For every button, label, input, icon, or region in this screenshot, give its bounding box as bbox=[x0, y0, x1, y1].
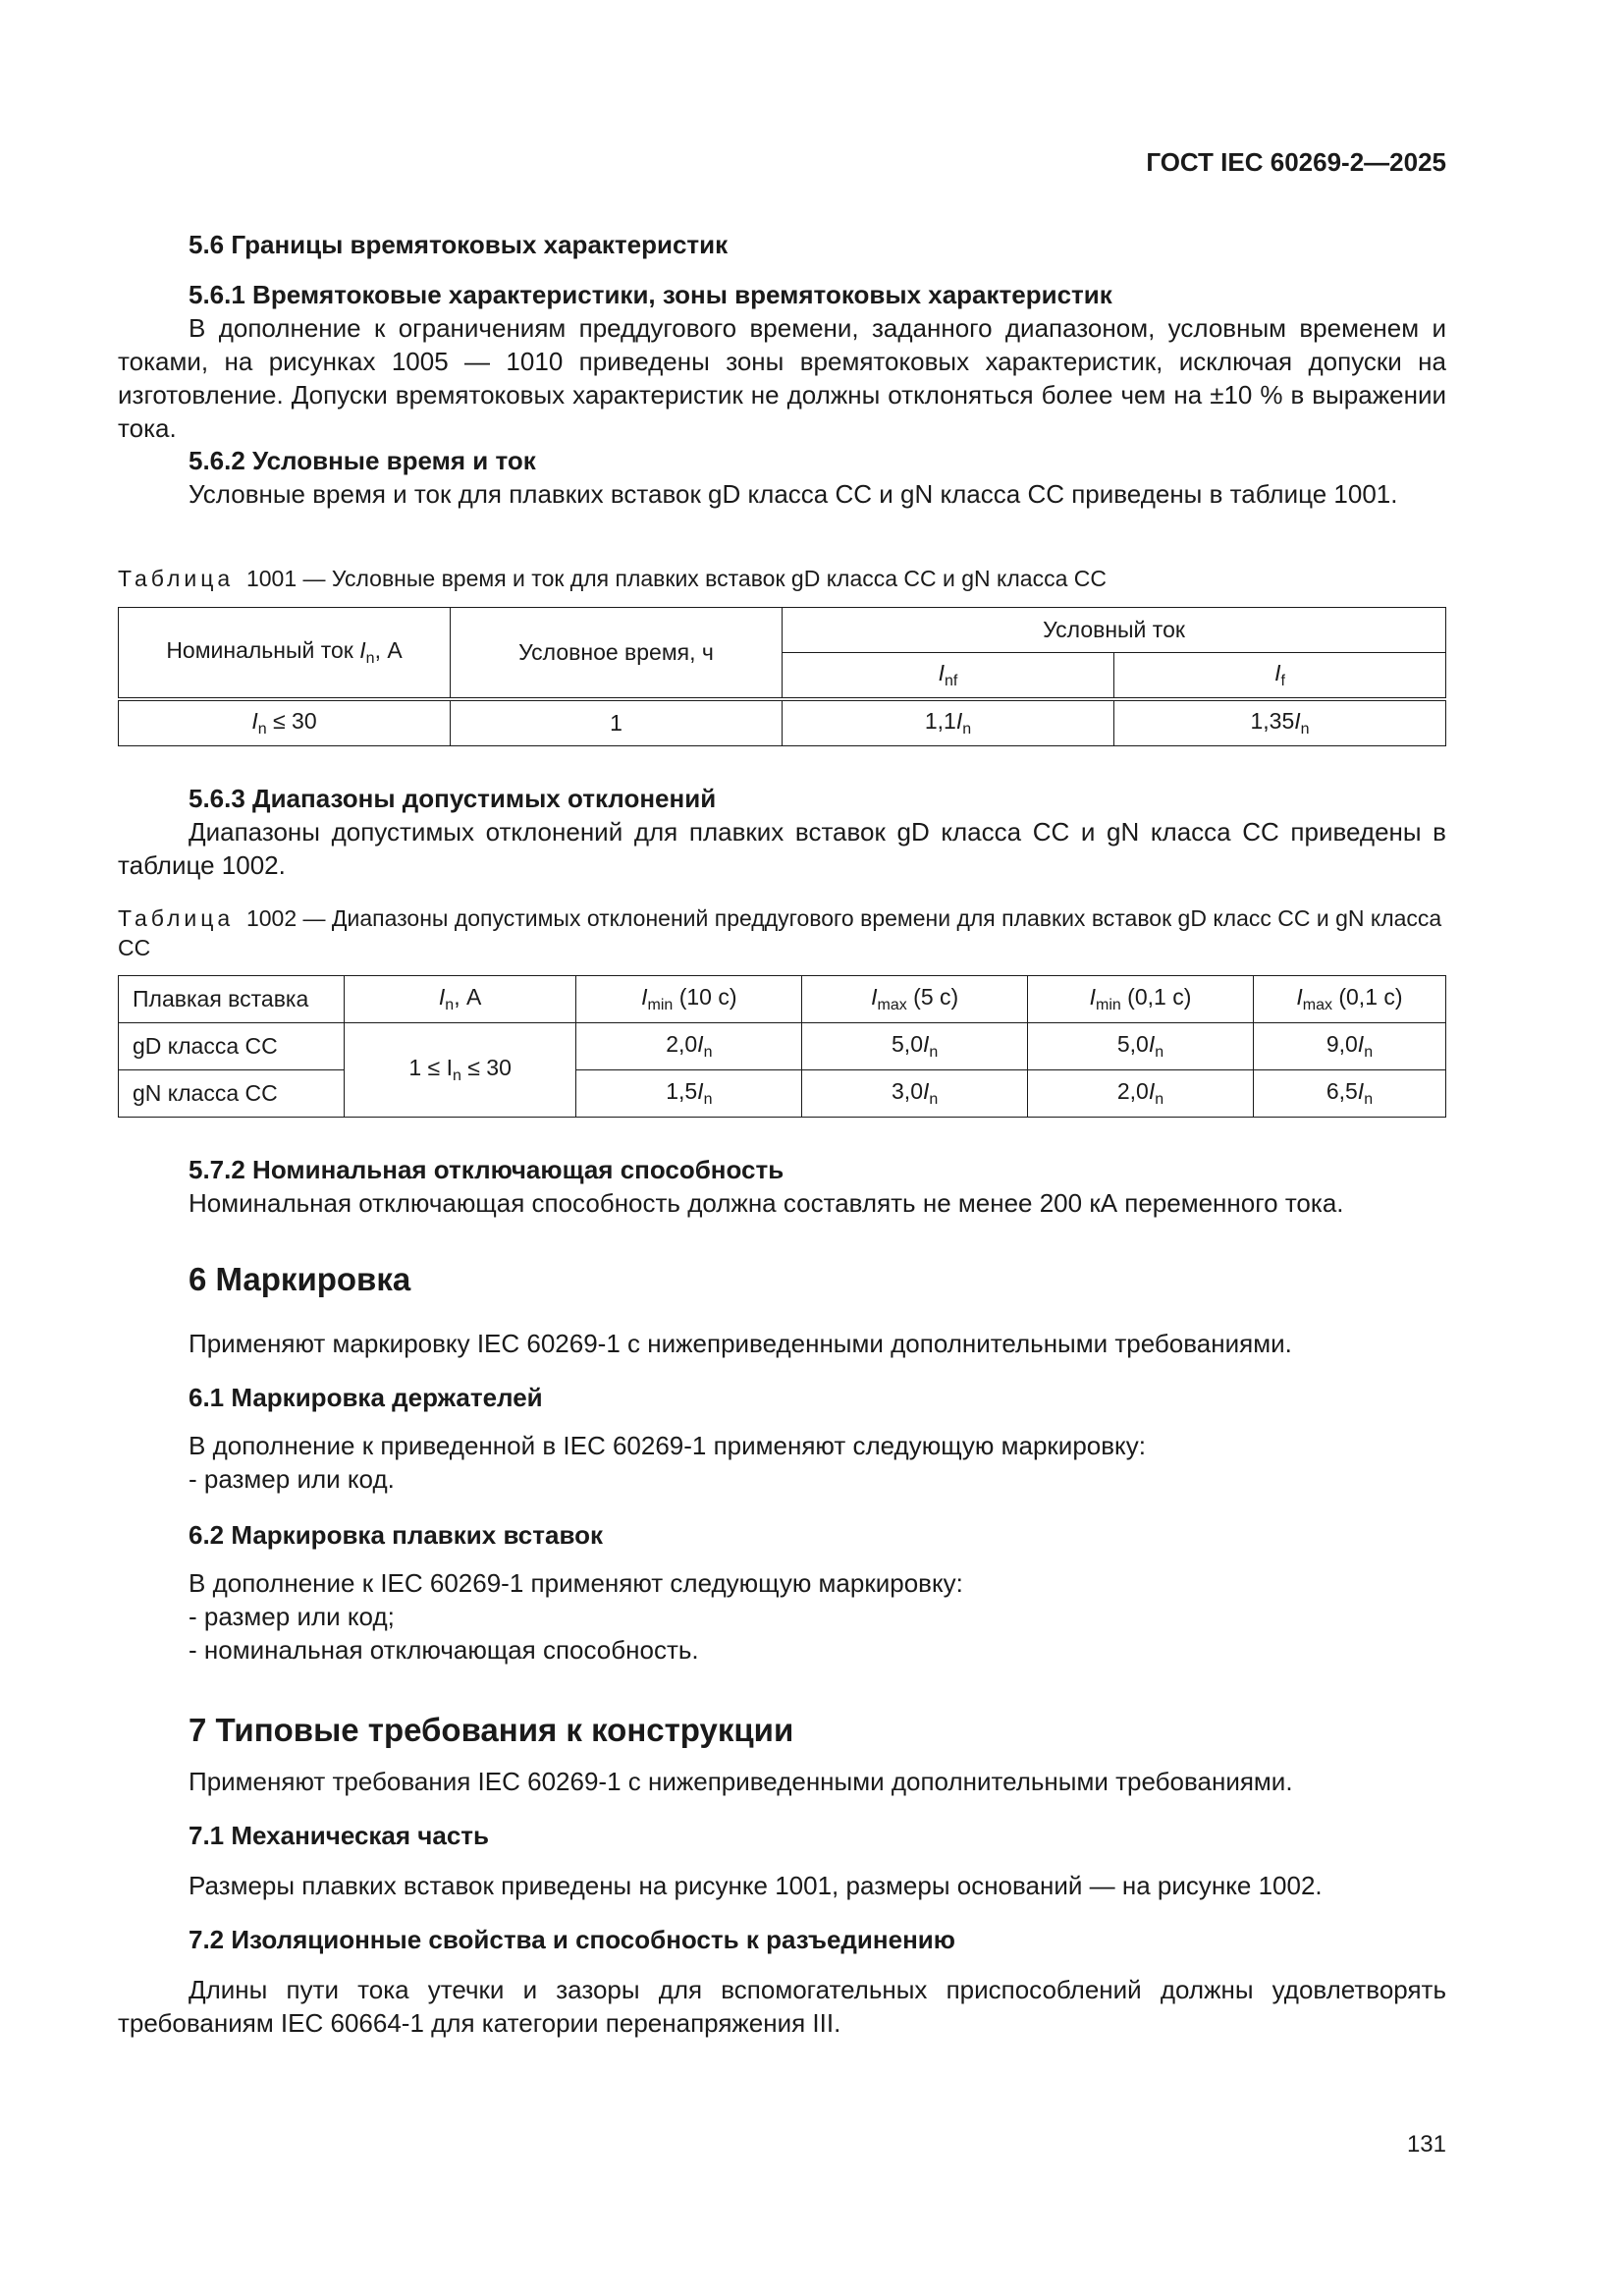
table-1002-cell-name: gD класса CC bbox=[119, 1023, 345, 1070]
section-7-2-title: 7.2 Изоляционные свойства и способность к разъединению bbox=[189, 1925, 955, 1954]
list-item: - номинальная отключающая способность. bbox=[189, 1635, 699, 1665]
table-1002-cell-value: $5,0I_n$ bbox=[802, 1023, 1028, 1070]
section-7-1-title: 7.1 Механическая часть bbox=[189, 1821, 490, 1850]
section-6-2-title: 6.2 Маркировка плавких вставок bbox=[189, 1520, 603, 1550]
section-5-6-2-title: 5.6.2 Условные время и ток bbox=[189, 446, 536, 475]
section-5-6-3-text: Диапазоны допустимых отклонений для плавких вставок gD класса CC и gN класса CC приведены в таблице 1002. bbox=[118, 817, 1446, 880]
section-5-7-2-text: Номинальная отключающая способность должна составлять не менее 200 кА переменного тока. bbox=[189, 1188, 1344, 1218]
table-row bbox=[119, 976, 1446, 1023]
table-1001-cell-if: $1,35I_n$ bbox=[1114, 699, 1446, 746]
page-number: 131 bbox=[1406, 2131, 1446, 2158]
table-1001-header-if: $I_f$ bbox=[1114, 653, 1446, 700]
list-item: - размер или код; bbox=[189, 1602, 395, 1631]
section-5-6-title: 5.6 Границы времятоковых характеристик bbox=[189, 230, 729, 259]
table-row bbox=[119, 1070, 1446, 1118]
section-6-title: 6 Маркировка bbox=[189, 1261, 411, 1297]
section-7-text: Применяют требования IEC 60269-1 с нижеприведенными дополнительными требованиями. bbox=[189, 1767, 1293, 1796]
table-1001-cell-inf: $1,1I_n$ bbox=[783, 699, 1114, 746]
table-1001-cell-current: $I_n \le 30$ bbox=[119, 699, 451, 746]
section-6-2-text: В дополнение к IEC 60269-1 применяют следующую маркировку: bbox=[189, 1568, 963, 1598]
table-1002-cell-value: $3,0I_n$ bbox=[802, 1070, 1028, 1118]
table-1002-cell-range: $1 \le I_n \le 30$ bbox=[344, 1023, 576, 1118]
table-1002-caption: Таблица 1002 — Диапазоны допустимых отклонений преддугового времени для плавких вставок gD класс CC и gN класса CC bbox=[118, 905, 1442, 960]
section-5-7-2-title: 5.7.2 Номинальная отключающая способность bbox=[189, 1155, 784, 1184]
table-1002-header-imax-01s: $I_{max}$ (0,1 с) bbox=[1253, 976, 1445, 1023]
table-1002-cell-value: $6,5I_n$ bbox=[1253, 1070, 1445, 1118]
table-1002 bbox=[118, 975, 1446, 1118]
section-7-1-text: Размеры плавких вставок приведены на рисунке 1001, размеры оснований — на рисунке 1002. bbox=[189, 1871, 1323, 1900]
table-1002-cell-value: $2,0I_n$ bbox=[576, 1023, 802, 1070]
table-row bbox=[119, 699, 1446, 746]
table-1002-header-imin-10s: $I_{min}$ (10 с) bbox=[576, 976, 802, 1023]
table-1001-header-inf: $I_{nf}$ bbox=[783, 653, 1114, 700]
section-6-1-text: В дополнение к приведенной в IEC 60269-1 применяют следующую маркировку: bbox=[189, 1431, 1146, 1460]
section-6-1-title: 6.1 Маркировка держателей bbox=[189, 1383, 543, 1412]
section-5-6-1-text: В дополнение к ограничениям преддугового времени, заданного диапазоном, условным временем и токами, на рисунках 1005 — 1010 приведены зоны времятоковых характеристик, исключая допуски на изготовление. Допуски времятоковых характеристик не должны отклоняться более чем на ±10 % в выражении тока. bbox=[118, 313, 1446, 443]
table-1001-caption: Таблица 1001 — Условные время и ток для плавких вставок gD класса CC и gN класса CC bbox=[118, 566, 1107, 591]
table-1001-header-time: Условное время, ч bbox=[451, 608, 783, 700]
section-6-text: Применяют маркировку IEC 60269-1 с нижеприведенными дополнительными требованиями. bbox=[189, 1329, 1292, 1358]
document-id-header: ГОСТ IEC 60269-2—2025 bbox=[1146, 147, 1446, 177]
section-7-2-text: Длины пути тока утечки и зазоры для вспомогательных приспособлений должны удовлетворять требованиям IEC 60664-1 для категории перенапряжения III. bbox=[118, 1975, 1446, 2038]
list-item: - размер или код. bbox=[189, 1464, 395, 1494]
section-7-title: 7 Типовые требования к конструкции bbox=[189, 1712, 794, 1748]
table-1001-header-current: Номинальный ток $I_n$, А bbox=[119, 608, 451, 700]
table-1001-cell-time: 1 bbox=[451, 699, 783, 746]
table-1002-cell-value: $5,0I_n$ bbox=[1028, 1023, 1254, 1070]
table-1002-header-imin-01s: $I_{min}$ (0,1 с) bbox=[1028, 976, 1254, 1023]
section-5-6-1-title: 5.6.1 Времятоковые характеристики, зоны времятоковых характеристик bbox=[189, 280, 1112, 309]
section-5-6-3-title: 5.6.3 Диапазоны допустимых отклонений bbox=[189, 784, 717, 813]
table-1002-header-fuse: Плавкая вставка bbox=[119, 976, 345, 1023]
table-1002-header-imax-5s: $I_{max}$ (5 с) bbox=[802, 976, 1028, 1023]
table-1001 bbox=[118, 607, 1446, 746]
section-5-6-2-text: Условные время и ток для плавких вставок gD класса CC и gN класса CC приведены в таблице 1001. bbox=[189, 479, 1398, 509]
table-1001-header-conditional-current: Условный ток bbox=[783, 608, 1446, 653]
table-1002-header-in: $I_n$, А bbox=[344, 976, 576, 1023]
table-1002-cell-name: gN класса CC bbox=[119, 1070, 345, 1118]
table-1002-cell-value: $9,0I_n$ bbox=[1253, 1023, 1445, 1070]
table-1002-cell-value: $1,5I_n$ bbox=[576, 1070, 802, 1118]
table-1002-cell-value: $2,0I_n$ bbox=[1028, 1070, 1254, 1118]
table-row bbox=[119, 1023, 1446, 1070]
